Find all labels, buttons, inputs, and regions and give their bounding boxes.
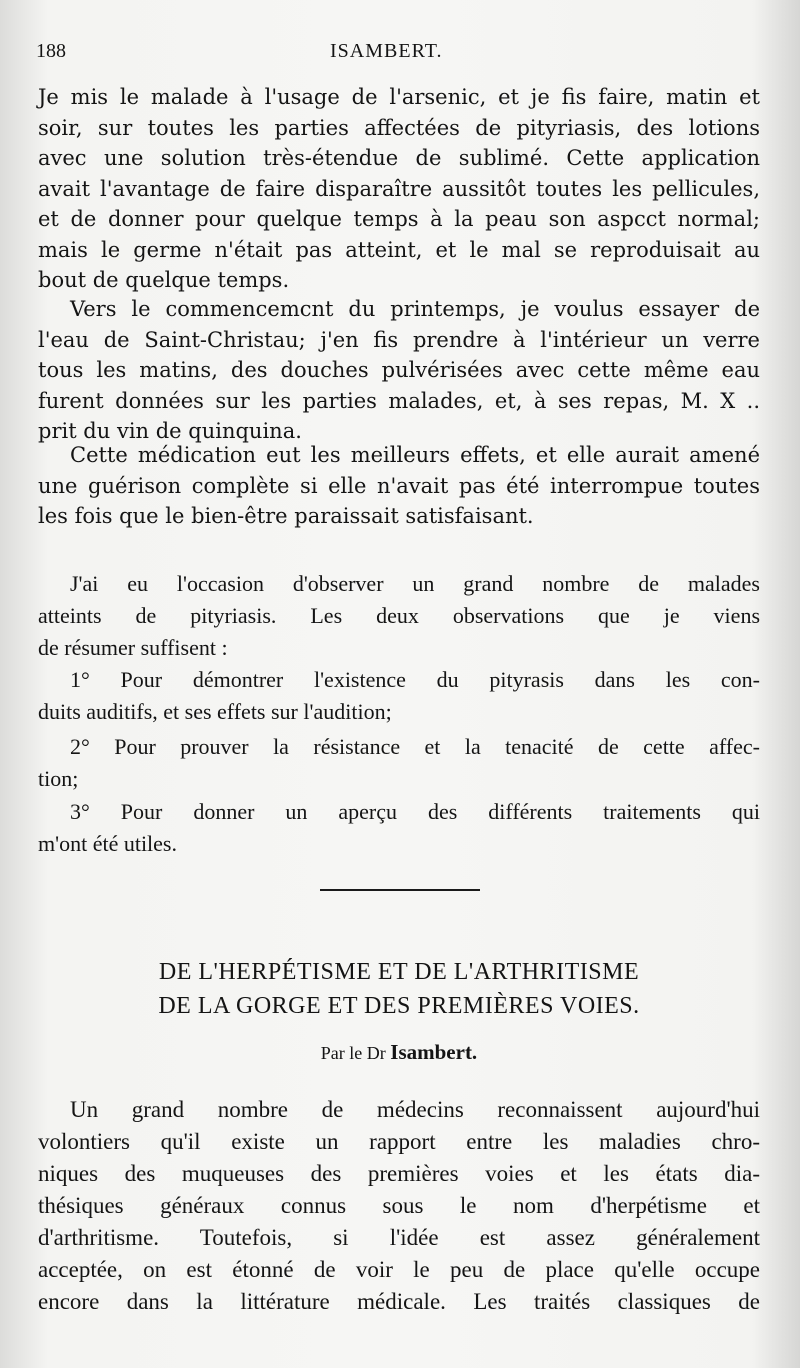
- list-item-1: [38, 664, 760, 728]
- text-line: furent données sur les parties malades, et, à ses repas, M. X ..: [38, 388, 760, 413]
- text-line: thésiques généraux connus sous le nom d'herpétisme et: [38, 1193, 760, 1218]
- list-item-2: [38, 731, 760, 795]
- text-line: et de donner pour quelque temps à la peau son aspcct normal;: [38, 207, 760, 231]
- text-line: 1° Pour démontrer l'existence du pityrasis dans les con-: [70, 667, 760, 692]
- text-line: m'ont été utiles.: [38, 831, 177, 856]
- paragraph-saint-christau: [38, 294, 760, 447]
- text-line: tion;: [38, 766, 79, 791]
- text-line: tous les matins, des douches pulvérisées avec cette même eau: [38, 358, 760, 382]
- text-line: duits auditifs, et ses effets sur l'audition;: [38, 699, 392, 724]
- section-divider: [320, 889, 480, 891]
- text-line: encore dans la littérature médicale. Les traités classiques de: [38, 1289, 760, 1314]
- text-line: soir, sur toutes les parties affectées de pityriasis, des lotions: [38, 115, 760, 140]
- article-byline: [38, 1040, 760, 1065]
- text-line: J'ai eu l'occasion d'observer un grand nombre de malades: [70, 571, 760, 596]
- paragraph-arsenic-treatment: [38, 82, 760, 296]
- page-number: 188: [36, 40, 66, 62]
- text-line: Cette médication eut les meilleurs effets, et elle aurait amené: [70, 443, 760, 467]
- text-line: volontiers qu'il existe un rapport entre les maladies chro-: [38, 1129, 760, 1154]
- paragraph-medication-effects: [38, 440, 760, 532]
- running-head: ISAMBERT.: [330, 40, 443, 62]
- page-header: [36, 40, 764, 70]
- text-line: Je mis le malade à l'usage de l'arsenic, et je fis faire, matin et: [38, 85, 760, 109]
- text-line: 2° Pour prouver la résistance et la tenacité de cette affec-: [70, 734, 760, 759]
- text-line: mais le germe n'était pas atteint, et le mal se reproduisait au: [38, 237, 760, 262]
- text-line: d'arthritisme. Toutefois, si l'idée est assez généralement: [38, 1225, 760, 1250]
- paragraph-herpetisme-intro: [38, 1094, 760, 1318]
- text-line: prit du vin de quinquina.: [38, 419, 302, 443]
- text-line: bout de quelque temps.: [38, 268, 290, 292]
- text-line: atteints de pityriasis. Les deux observations que je viens: [38, 603, 760, 628]
- byline-prefix: Par le Dr: [320, 1043, 391, 1063]
- text-line: avec une solution très-étendue de sublimé. Cette application: [38, 146, 760, 170]
- article-title-line-1: DE L'HERPÉTISME ET DE L'ARTHRITISME: [158, 959, 640, 985]
- byline-author: Isambert.: [390, 1040, 478, 1064]
- paragraph-observations: [38, 568, 760, 664]
- text-line: niques des muqueuses des premières voies et les états dia-: [38, 1161, 760, 1186]
- text-line: Vers le commencemcnt du printemps, je voulus essayer de: [70, 297, 760, 321]
- text-line: de résumer suffisent :: [38, 635, 228, 660]
- text-line: acceptée, on est étonné de voir le peu de place qu'elle occupe: [38, 1257, 760, 1282]
- text-line: l'eau de Saint-Christau; j'en fis prendre à l'intérieur un verre: [38, 327, 760, 352]
- text-line: avait l'avantage de faire disparaître aussitôt toutes les pellicules,: [38, 176, 760, 201]
- article-title-line-2: DE LA GORGE ET DES PREMIÈRES VOIES.: [158, 993, 640, 1019]
- text-line: les fois que le bien-être paraissait satisfaisant.: [38, 504, 534, 528]
- list-item-3: [38, 796, 760, 860]
- text-line: Un grand nombre de médecins reconnaissent aujourd'hui: [70, 1097, 760, 1122]
- text-line: une guérison complète si elle n'avait pas été interrompue toutes: [38, 473, 760, 498]
- text-line: 3° Pour donner un aperçu des différents traitements qui: [70, 799, 760, 824]
